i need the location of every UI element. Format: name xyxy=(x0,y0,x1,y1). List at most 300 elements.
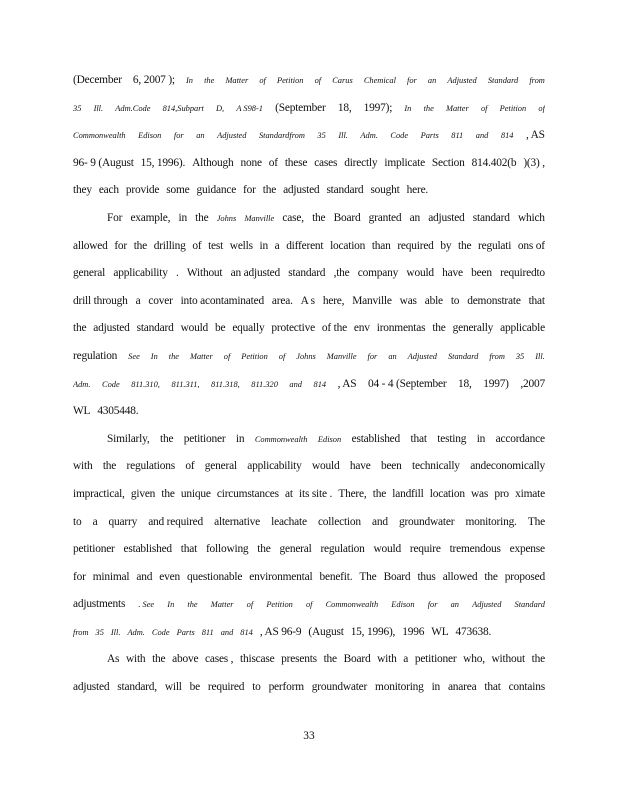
word: ons of xyxy=(517,239,545,252)
italic-word: Adjusted xyxy=(217,131,247,141)
italic-word: the xyxy=(187,600,198,610)
text-line xyxy=(73,346,545,374)
italic-word: Code xyxy=(151,627,170,637)
italic-word: 814 xyxy=(240,627,253,637)
word: benefit. xyxy=(319,570,353,583)
word: an adjusted xyxy=(230,267,281,280)
word: the xyxy=(195,211,209,224)
word: given xyxy=(130,487,156,500)
italic-word: and xyxy=(289,379,302,389)
word: a xyxy=(92,515,98,528)
italic-word: of xyxy=(314,76,322,85)
word: here. xyxy=(406,184,429,197)
italic-word: 811.320 xyxy=(251,379,278,389)
body-text xyxy=(73,70,545,705)
word: be xyxy=(189,681,201,694)
word: anarea xyxy=(447,681,477,694)
italic-word: Adm. xyxy=(127,627,145,637)
word: regulation xyxy=(73,349,118,362)
word: would xyxy=(406,267,434,280)
word: the xyxy=(152,653,166,666)
word: the xyxy=(257,543,271,556)
word: 15, 1996). xyxy=(140,156,186,169)
italic-word: Johns xyxy=(296,351,316,361)
word: monitoring. xyxy=(465,515,517,528)
italic-word: 35 xyxy=(95,627,104,637)
word: for xyxy=(114,239,128,252)
word: able xyxy=(424,294,443,307)
word: As xyxy=(107,653,120,666)
word: Board xyxy=(333,211,361,224)
word: some xyxy=(166,184,190,197)
word: A s xyxy=(300,294,315,307)
italic-word: . See xyxy=(138,600,155,610)
word: allowed xyxy=(73,239,108,252)
italic-word: Standard xyxy=(487,76,519,85)
word: a xyxy=(274,239,280,252)
word: standard xyxy=(136,322,174,335)
italic-word: of xyxy=(305,600,313,610)
word: adjusted xyxy=(283,184,320,197)
word: the xyxy=(312,211,326,224)
italic-word: Petition xyxy=(276,76,304,85)
word: leachate xyxy=(271,515,307,528)
word: Section xyxy=(431,156,465,169)
italic-word: Matter xyxy=(210,600,234,610)
italic-word: Ill. xyxy=(93,103,104,113)
word: require xyxy=(409,543,441,556)
word: Similarly, xyxy=(107,432,150,445)
word: 04 - 4 (September xyxy=(367,377,447,390)
word: allowed xyxy=(442,570,478,583)
word: granted xyxy=(368,211,402,224)
italic-word: Chemical xyxy=(363,76,396,85)
text-line xyxy=(73,153,545,181)
word: here, xyxy=(322,294,345,307)
word: company xyxy=(357,267,399,280)
word: 18, xyxy=(337,101,352,114)
word: to xyxy=(73,515,82,528)
word: expense xyxy=(509,543,545,556)
word: environmental xyxy=(249,570,313,583)
word: petitioner xyxy=(73,543,115,556)
word: regulations xyxy=(126,460,175,473)
text-line xyxy=(73,291,545,319)
word: unique xyxy=(180,487,211,500)
italic-word: A S98-1 xyxy=(236,103,263,113)
word: wells xyxy=(229,239,253,252)
word: have xyxy=(349,460,371,473)
text-line xyxy=(73,236,545,264)
word: (September xyxy=(275,101,326,114)
word: established xyxy=(123,543,172,556)
word: a xyxy=(403,653,409,666)
italic-word: Petition xyxy=(266,600,293,610)
word: its site . xyxy=(299,487,333,500)
italic-word: Manville xyxy=(244,213,275,223)
word: drill through xyxy=(73,294,128,307)
italic-word: Adjusted xyxy=(407,351,437,361)
word: Manville xyxy=(352,294,392,307)
word: 1997) xyxy=(483,377,509,390)
italic-word: 35 xyxy=(515,351,525,361)
word: tremendous xyxy=(449,543,501,556)
word: in xyxy=(259,239,268,252)
italic-word: Standard xyxy=(514,600,545,610)
word: the xyxy=(161,487,175,500)
word: 1997); xyxy=(363,101,393,114)
italic-word: Matter xyxy=(445,103,469,113)
word: ,the xyxy=(333,267,350,280)
word: even xyxy=(159,570,180,583)
word: contains xyxy=(508,681,545,694)
text-line xyxy=(73,263,545,291)
word: cases xyxy=(314,156,338,169)
italic-word: Parts xyxy=(420,131,439,141)
italic-word: In xyxy=(186,76,193,85)
word: pro xyxy=(494,487,509,500)
word: testing xyxy=(437,432,467,445)
text-line xyxy=(73,180,545,208)
word: adjustments xyxy=(73,598,126,611)
word: following xyxy=(205,543,249,556)
text-line xyxy=(73,98,545,126)
word: that xyxy=(410,432,427,445)
word: Board xyxy=(383,570,411,583)
word: 473638. xyxy=(455,625,492,638)
word: than xyxy=(371,239,391,252)
italic-word: an xyxy=(388,351,397,361)
word: location xyxy=(429,487,465,500)
word: the xyxy=(458,239,472,252)
word: would xyxy=(180,322,209,335)
italic-word: 811 xyxy=(451,131,464,141)
word: provide xyxy=(125,184,160,197)
word: was xyxy=(471,487,489,500)
text-line xyxy=(73,429,545,457)
word: andeconomically xyxy=(470,460,545,473)
word: adjusted xyxy=(93,322,130,335)
text-line xyxy=(73,512,545,540)
italic-word: 811.310, xyxy=(131,379,160,389)
italic-word: Petition xyxy=(241,351,268,361)
word: impractical, xyxy=(73,487,125,500)
italic-word: and xyxy=(475,131,489,141)
text-line xyxy=(73,374,545,402)
italic-word: from xyxy=(529,76,545,85)
word: 4305448. xyxy=(97,405,139,418)
word: the xyxy=(159,432,174,445)
word: been xyxy=(471,267,492,280)
word: they xyxy=(73,184,92,197)
word: standard xyxy=(288,267,326,280)
word: ironmentas xyxy=(376,322,426,335)
word: will xyxy=(164,681,182,694)
word: the xyxy=(432,322,446,335)
italic-word: 35 xyxy=(317,131,326,141)
word: the xyxy=(531,653,545,666)
word: would xyxy=(373,543,401,556)
word: into acontaminated xyxy=(180,294,264,307)
word: The xyxy=(359,570,377,583)
italic-word: of xyxy=(223,351,231,361)
italic-word: 814 xyxy=(313,379,327,389)
word: 15, 1996), xyxy=(350,625,396,638)
italic-word: See xyxy=(128,351,140,361)
text-line xyxy=(73,622,545,650)
italic-word: of xyxy=(278,351,286,361)
italic-word: for xyxy=(427,600,438,610)
italic-word: and xyxy=(220,627,234,637)
word: quarry xyxy=(108,515,138,528)
word: each xyxy=(98,184,119,197)
word: , AS xyxy=(525,129,545,142)
word: was xyxy=(399,294,417,307)
word: with xyxy=(73,460,93,473)
word: sought xyxy=(370,184,400,197)
word: guidance xyxy=(196,184,237,197)
italic-word: Matter xyxy=(189,351,213,361)
word: and xyxy=(136,570,153,583)
word: requiredto xyxy=(500,267,545,280)
italic-word: 814,Subpart xyxy=(162,103,204,113)
word: by xyxy=(440,239,452,252)
italic-word: from xyxy=(489,351,505,361)
italic-word: the xyxy=(423,103,434,113)
word: would xyxy=(312,460,340,473)
italic-word: In xyxy=(404,103,412,113)
italic-word: 35 xyxy=(73,103,82,113)
word: For xyxy=(107,211,123,224)
word: area. xyxy=(271,294,293,307)
word: that xyxy=(528,294,545,307)
italic-word: 811.318, xyxy=(211,379,240,389)
word: at xyxy=(285,487,293,500)
word: protective xyxy=(271,322,315,335)
word: perform xyxy=(268,681,304,694)
word: standard xyxy=(326,184,364,197)
word: that xyxy=(484,681,501,694)
word: env xyxy=(353,322,370,335)
italic-word: Carus xyxy=(332,76,353,85)
word: implicate xyxy=(384,156,425,169)
word: cover xyxy=(148,294,173,307)
word: of xyxy=(192,239,202,252)
word: directly xyxy=(344,156,378,169)
word: applicability xyxy=(247,460,302,473)
italic-word: of xyxy=(259,76,266,85)
text-line xyxy=(73,594,545,622)
italic-word: D, xyxy=(215,103,225,113)
word: and required xyxy=(148,515,204,528)
word: these xyxy=(284,156,308,169)
text-line xyxy=(73,484,545,512)
word: WL xyxy=(431,625,449,638)
word: test xyxy=(208,239,224,252)
word: an xyxy=(409,211,420,224)
word: )(3) , xyxy=(523,156,545,169)
word: groundwater xyxy=(398,515,455,528)
italic-word: Edison xyxy=(391,600,415,610)
word: 96- 9 (August xyxy=(73,156,134,169)
italic-word: Adm. xyxy=(73,379,91,389)
word: WL xyxy=(73,405,91,418)
word: general xyxy=(73,267,106,280)
text-line xyxy=(73,539,545,567)
word: with xyxy=(125,653,146,666)
word: without xyxy=(491,653,525,666)
italic-word: Standardfrom xyxy=(258,131,305,141)
word: accordance xyxy=(495,432,545,445)
word: a xyxy=(135,294,141,307)
italic-word: of xyxy=(538,103,545,113)
italic-word: an xyxy=(450,600,459,610)
word: the xyxy=(73,322,87,335)
word: minimal xyxy=(92,570,130,583)
word: collection xyxy=(317,515,361,528)
text-line xyxy=(73,677,545,705)
word: that xyxy=(180,543,198,556)
word: above xyxy=(172,653,199,666)
word: who, xyxy=(463,653,485,666)
italic-word: Standard xyxy=(447,351,479,361)
italic-word: Commonwealth xyxy=(73,131,126,141)
italic-word: Commonwealth xyxy=(254,434,308,444)
word: and xyxy=(371,515,388,528)
word: Board xyxy=(343,653,371,666)
word: There, xyxy=(338,487,367,500)
word: 814.402(b xyxy=(471,156,517,169)
italic-word: the xyxy=(168,351,179,361)
word: general xyxy=(204,460,237,473)
italic-word: Ill. xyxy=(338,131,348,141)
word: established xyxy=(351,432,401,445)
italic-word: Edison xyxy=(138,131,162,141)
word: for xyxy=(243,184,256,197)
italic-word: Adm. xyxy=(360,131,378,141)
word: standard xyxy=(472,211,510,224)
italic-word: In xyxy=(150,351,158,361)
italic-word: the xyxy=(204,76,215,85)
word: technically xyxy=(412,460,460,473)
italic-word: Adm.Code xyxy=(115,103,151,113)
word: the xyxy=(133,239,148,252)
word: petitioner xyxy=(183,432,226,445)
word: (August xyxy=(308,625,344,638)
word: general xyxy=(279,543,312,556)
word: of the xyxy=(321,322,347,335)
word: been xyxy=(380,460,402,473)
word: the xyxy=(323,653,337,666)
word: regulation xyxy=(320,543,365,556)
word: The xyxy=(527,515,545,528)
italic-word: Ill. xyxy=(110,627,121,637)
italic-word: an xyxy=(427,76,437,85)
word: in xyxy=(178,211,187,224)
word: different xyxy=(286,239,324,252)
word: in xyxy=(235,432,245,445)
word: alternative xyxy=(214,515,261,528)
word: monitoring xyxy=(375,681,424,694)
italic-word: 814 xyxy=(500,131,514,141)
word: standard, xyxy=(117,681,157,694)
word: 1996 xyxy=(402,625,425,638)
word: thus xyxy=(417,570,436,583)
word: the xyxy=(262,184,277,197)
word: which xyxy=(517,211,545,224)
word: to xyxy=(252,681,261,694)
word: example, xyxy=(130,211,171,224)
italic-word: of xyxy=(246,600,254,610)
italic-word: 811 xyxy=(201,627,214,637)
italic-word: Matter xyxy=(225,76,249,85)
word: the xyxy=(484,570,498,583)
word: cases , xyxy=(205,653,234,666)
word: landfill xyxy=(392,487,424,500)
word: thiscase xyxy=(240,653,275,666)
word: to xyxy=(450,294,460,307)
page-number: 33 xyxy=(303,730,315,742)
word: of xyxy=(185,460,195,473)
italic-word: Edison xyxy=(317,434,342,444)
word: regulati xyxy=(478,239,512,252)
word: applicability xyxy=(113,267,168,280)
word: for xyxy=(73,570,86,583)
text-line xyxy=(73,649,545,677)
text-line xyxy=(73,70,545,98)
word: Without xyxy=(186,267,223,280)
italic-word: Johns xyxy=(216,213,237,223)
italic-word: Code xyxy=(390,131,409,141)
italic-word: for xyxy=(367,351,378,361)
word: questionable xyxy=(187,570,243,583)
word: petitioner xyxy=(414,653,457,666)
word: case, xyxy=(282,211,304,224)
text-line xyxy=(73,567,545,595)
word: required xyxy=(397,239,434,252)
word: applicable xyxy=(500,322,545,335)
italic-word: an xyxy=(196,131,205,141)
word: drilling xyxy=(153,239,186,252)
italic-word: Ill. xyxy=(535,351,545,361)
word: ximate xyxy=(515,487,545,500)
italic-word: Adjusted xyxy=(472,600,502,610)
italic-word: for xyxy=(173,131,184,141)
italic-word: of xyxy=(480,103,488,113)
text-line xyxy=(73,208,545,236)
word: adjusted xyxy=(428,211,465,224)
word: 18, xyxy=(458,377,472,390)
italic-word: Parts xyxy=(176,627,195,637)
word: adjusted xyxy=(73,681,110,694)
word: with xyxy=(377,653,397,666)
word: , AS 96-9 xyxy=(259,625,302,638)
italic-word: Commonwealth xyxy=(325,600,379,610)
italic-word: 811.311, xyxy=(171,379,200,389)
word: be xyxy=(215,322,226,335)
word: the xyxy=(102,460,117,473)
word: , AS xyxy=(337,377,357,390)
word: the xyxy=(372,487,387,500)
text-line xyxy=(73,401,545,429)
word: location xyxy=(330,239,366,252)
word: in xyxy=(431,681,441,694)
word: . xyxy=(176,267,179,280)
italic-word: Manville xyxy=(326,351,357,361)
word: 6, 2007 ); xyxy=(132,74,175,86)
word: of xyxy=(268,156,278,169)
italic-word: Code xyxy=(101,379,120,389)
